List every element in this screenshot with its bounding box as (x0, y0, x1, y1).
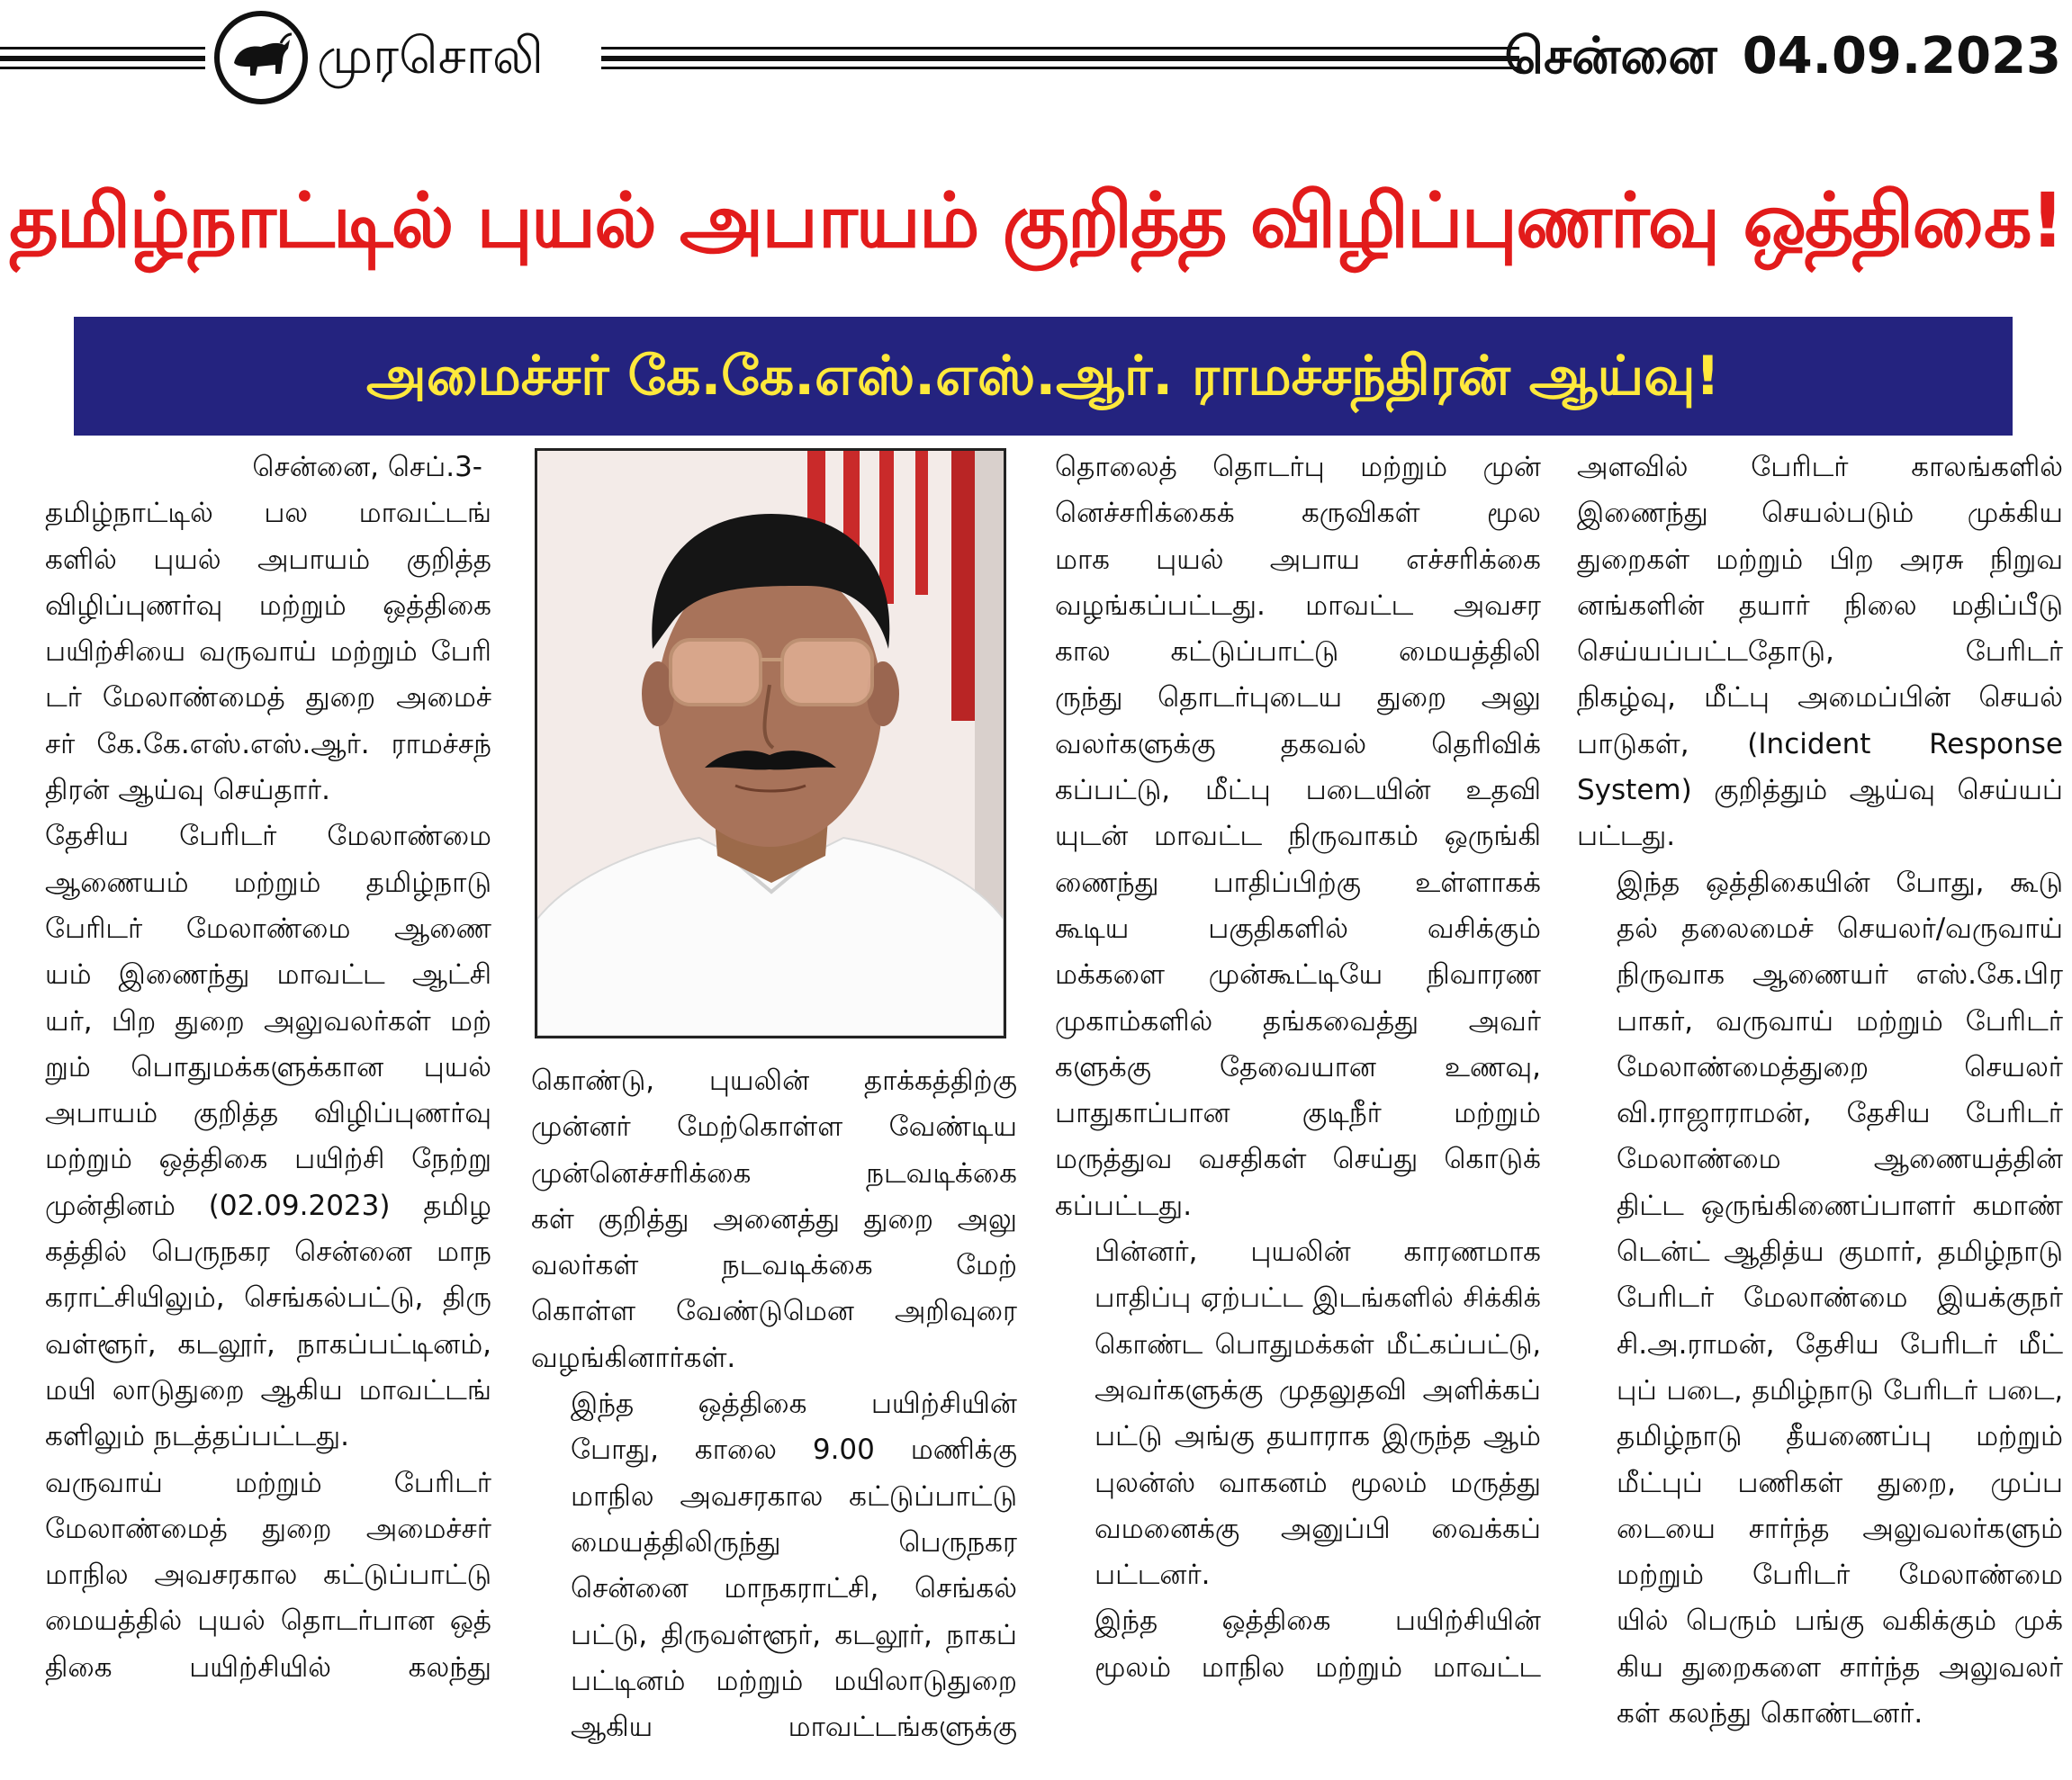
text-line: பாகர், வருவாய் மற்றும் பேரிடர் (1617, 1004, 2063, 1038)
subheadline: அமைச்சர் கே.கே.எஸ்.எஸ்.ஆர். ராமச்சந்திரன் ஆய்வு! (74, 317, 2013, 436)
headline: தமிழ்நாட்டில் புயல் அபாயம் குறித்த விழிப்புணர்வு ஒத்திகை! (9, 176, 2063, 265)
article-paragraph (5, 814, 491, 1460)
text-line: மூலம் மாநில மற்றும் மாவட்ட (1095, 1650, 1541, 1684)
masthead-rule-center-mid (601, 56, 1519, 61)
text-line: புப் படை, தமிழ்நாடு பேரிடர் படை, (1617, 1374, 2063, 1407)
text-line: சர் கே.கே.எஸ்.எஸ்.ஆர். ராமச்சந் (45, 727, 491, 760)
text-line: கிய துறைகளை சார்ந்த அலுவலர் (1617, 1650, 2063, 1684)
article-paragraph-continued (531, 1058, 1017, 1381)
text-line: மக்களை முன்கூட்டியே நிவாரண (1055, 958, 1541, 992)
text-line: அவர்களுக்கு முதலுதவி அளிக்கப் (1095, 1373, 1541, 1407)
text-line: மேலாண்மைத்துறை செயலர் (1617, 1050, 2063, 1083)
text-line: முன்னெச்சரிக்கை நடவடிக்கை (531, 1156, 1017, 1190)
minister-photo (535, 448, 1006, 1038)
dateline-date: 04.09.2023 (1742, 27, 2061, 85)
text-line: ணைந்து பாதிப்பிற்கு உள்ளாகக் (1055, 866, 1541, 899)
text-line: முகாம்களில் தங்கவைத்து அவர் (1055, 1004, 1541, 1038)
text-line: மாநில அவசரகால கட்டுப்பாட்டு (45, 1559, 491, 1592)
text-line: ஆகிய மாவட்டங்களுக்கு (571, 1711, 1017, 1744)
text-line: தல் தலைமைச் செயலர்/வருவாய் (1617, 912, 2063, 945)
masthead-rule-center-top (601, 47, 1519, 49)
text-line: விழிப்புணர்வு மற்றும் ஒத்திகை (45, 589, 491, 622)
text-line: செய்யப்பட்டதோடு, பேரிடர் (1577, 635, 2063, 669)
text-line: கொண்ட பொதுமக்கள் மீட்கப்பட்டு, (1095, 1328, 1541, 1361)
text-line: பின்னர், புயலின் காரணமாக (1095, 1236, 1541, 1269)
text-line: களுக்கு தேவையான உணவு, (1055, 1050, 1541, 1083)
text-line: கள் குறித்து அனைத்து துறை அலு (531, 1202, 1017, 1236)
minister-portrait-illustration (537, 451, 1004, 1036)
dateline-city: சென்னை (1504, 27, 1717, 85)
text-line: களில் புயல் அபாயம் குறித்த (45, 543, 491, 576)
text-line: துறைகள் மற்றும் பிற அரசு நிறுவ (1577, 543, 2063, 576)
text-line: System) குறித்தும் ஆய்வு செய்யப் (1577, 774, 2063, 807)
article-paragraph-continued (1577, 445, 2063, 860)
text-line: கள் கலந்து கொண்டனர். (1617, 1697, 1923, 1731)
text-line: முன்னர் மேற்கொள்ள வேண்டிய (531, 1110, 1017, 1144)
text-line: அளவில் பேரிடர் காலங்களில் (1577, 451, 2063, 483)
text-line: பட்டனர். (1095, 1559, 1211, 1592)
text-line: வழங்கினார்கள். (531, 1341, 736, 1374)
text-line: பட்டு, திருவள்ளூர், கடலூர், நாகப் (571, 1618, 1017, 1651)
article-paragraph-continued (1055, 445, 1541, 1229)
text-line: மற்றும் பேரிடர் மேலாண்மை (1617, 1559, 2063, 1592)
text-line: பாடுகள், (Incident Response (1577, 727, 2063, 760)
text-line: யர், பிற துறை அலுவலர்கள் மற் (45, 1004, 491, 1038)
masthead-rule-left-bottom (0, 67, 205, 69)
text-line: தேசிய பேரிடர் மேலாண்மை (45, 820, 491, 853)
text-line: கத்தில் பெருநகர சென்னை மாந (45, 1236, 491, 1269)
text-line: மருத்துவ வசதிகள் செய்து கொடுக் (1055, 1143, 1541, 1176)
text-line: இணைந்து செயல்படும் முக்கிய (1577, 497, 2063, 530)
text-line: கப்பட்டு, மீட்பு படையின் உதவி (1055, 774, 1541, 807)
text-line: டையை சார்ந்த அலுவலர்களும் (1617, 1512, 2063, 1545)
masthead-dateline (1505, 16, 2061, 97)
article-paragraph (531, 1381, 1017, 1750)
text-line: பயிற்சியை வருவாய் மற்றும் பேரி (45, 635, 491, 669)
text-line: கப்பட்டது. (1055, 1189, 1193, 1222)
text-line: மையத்திலிருந்து பெருநகர (571, 1525, 1017, 1559)
text-line: மாநில அவசரகால கட்டுப்பாட்டு (571, 1479, 1017, 1513)
text-line: கொண்டு, புயலின் தாக்கத்திற்கு (531, 1065, 1017, 1097)
text-line: கராட்சியிலும், செங்கல்பட்டு, திரு (45, 1281, 491, 1315)
text-line: போது, காலை 9.00 மணிக்கு (571, 1434, 1017, 1467)
text-line: நிகழ்வு, மீட்பு அமைப்பின் செயல் (1577, 681, 2063, 715)
article-paragraph (5, 490, 491, 814)
text-line: மாக புயல் அபாய எச்சரிக்கை (1055, 543, 1541, 576)
article-column-2 (531, 1058, 1017, 1750)
text-line: வலர்களுக்கு தகவல் தெரிவிக் (1055, 727, 1541, 760)
text-line: னெச்சரிக்கைக் கருவிகள் மூல (1055, 497, 1541, 530)
text-line: நிருவாக ஆணையர் எஸ்.கே.பிர (1617, 958, 2063, 992)
text-line: டென்ட் ஆதித்ய குமார், தமிழ்நாடு (1617, 1236, 2063, 1269)
text-line: வழங்கப்பட்டது. மாவட்ட அவசர (1055, 589, 1541, 622)
text-line: வருவாய் மற்றும் பேரிடர் (45, 1466, 491, 1499)
masthead-rule-center-bottom (601, 67, 1519, 69)
newspaper-name: முரசொலி (317, 27, 544, 85)
text-line: திட்ட ஒருங்கிணைப்பாளர் கமாண் (1617, 1189, 2063, 1222)
article-paragraph (1055, 1229, 1541, 1598)
bull-logo-svg (225, 22, 297, 94)
text-line: கொள்ள வேண்டுமென அறிவுரை (531, 1295, 1017, 1328)
text-line: பட்டது. (1577, 820, 1676, 853)
text-line: புலன்ஸ் வாகனம் மூலம் மருத்து (1095, 1466, 1541, 1499)
text-line: சென்னை மாநகராட்சி, செங்கல் (571, 1572, 1017, 1605)
text-line: மையத்தில் புயல் தொடர்பான ஒத் (45, 1605, 491, 1638)
masthead-rule-left-mid (0, 56, 205, 61)
text-line: மேலாண்மை ஆணையத்தின் (1617, 1143, 2063, 1176)
text-line: தமிழ்நாட்டில் பல மாவட்டங் (45, 497, 491, 530)
text-line: ருந்து தொடர்புடைய துறை அலு (1055, 681, 1541, 715)
masthead (0, 0, 2072, 126)
text-line: யில் பெரும் பங்கு வகிக்கும் முக் (1617, 1605, 2063, 1638)
text-line: சி.அ.ராமன், தேசிய பேரிடர் மீட் (1617, 1327, 2063, 1361)
text-line: பாதிப்பு ஏற்பட்ட இடங்களில் சிக்கிக் (1095, 1282, 1541, 1315)
text-line: மேலாண்மைத் துறை அமைச்சர் (45, 1512, 491, 1545)
masthead-rule-left-top (0, 47, 205, 49)
text-line: மற்றும் ஒத்திகை பயிற்சி நேற்று (45, 1143, 491, 1176)
text-line: வலர்கள் நடவடிக்கை மேற் (531, 1249, 1017, 1282)
text-line: பேரிடர் மேலாண்மை இயக்குநர் (1617, 1281, 2063, 1315)
text-line: வி.ராஜாராமன், தேசிய பேரிடர் (1617, 1097, 2063, 1130)
text-line: மயி லாடுதுறை ஆகிய மாவட்டங் (45, 1373, 491, 1407)
text-line: அபாயம் குறித்த விழிப்புணர்வு (45, 1097, 491, 1130)
bull-logo-icon (214, 11, 308, 104)
text-line: திரன் ஆய்வு செய்தார். (45, 774, 330, 807)
text-line: யுடன் மாவட்ட நிருவாகம் ஒருங்கி (1055, 820, 1541, 853)
text-line: கால கட்டுப்பாட்டு மையத்திலி (1055, 635, 1541, 669)
text-line: கூடிய பகுதிகளில் வசிக்கும் (1055, 912, 1541, 945)
text-line: றும் பொதுமக்களுக்கான புயல் (45, 1050, 491, 1083)
text-line: பேரிடர் மேலாண்மை ஆணை (45, 912, 491, 945)
article-paragraph (5, 1461, 491, 1691)
article-paragraph (1055, 1598, 1541, 1691)
article-column-3 (1055, 445, 1541, 1691)
text-line: வமனைக்கு அனுப்பி வைக்கப் (1095, 1512, 1541, 1545)
text-line: பட்டினம் மற்றும் மயிலாடுதுறை (571, 1664, 1017, 1697)
article-dateline: சென்னை, செப்.3- (252, 451, 482, 483)
text-line: ஆணையம் மற்றும் தமிழ்நாடு (45, 866, 491, 899)
text-line: டர் மேலாண்மைத் துறை அமைச் (45, 681, 491, 715)
text-line: வள்ளூர், கடலூர், நாகப்பட்டினம், (45, 1327, 491, 1361)
text-line: னங்களின் தயார் நிலை மதிப்பீடு (1577, 589, 2063, 622)
article-column-1 (5, 445, 491, 1691)
text-line: களிலும் நடத்தப்பட்டது. (45, 1420, 350, 1453)
text-line: பாதுகாப்பான குடிநீர் மற்றும் (1055, 1097, 1541, 1130)
text-line: தொலைத் தொடர்பு மற்றும் முன் (1055, 451, 1541, 483)
article-column-4 (1577, 445, 2063, 1737)
text-line: இந்த ஒத்திகையின் போது, கூடு (1617, 866, 2063, 899)
article-paragraph (1577, 860, 2063, 1738)
text-line: முன்தினம் (02.09.2023) தமிழ (45, 1189, 491, 1222)
text-line: பட்டு அங்கு தயாராக இருந்த ஆம் (1095, 1420, 1541, 1453)
text-line: இந்த ஒத்திகை பயிற்சியின் (1095, 1605, 1541, 1638)
text-line: தமிழ்நாடு தீயணைப்பு மற்றும் (1617, 1420, 2063, 1453)
text-line: மீட்புப் பணிகள் துறை, முப்ப (1617, 1466, 2063, 1499)
text-line: திகை பயிற்சியில் கலந்து (45, 1650, 491, 1684)
text-line: இந்த ஒத்திகை பயிற்சியின் (571, 1388, 1017, 1421)
text-line: யம் இணைந்து மாவட்ட ஆட்சி (45, 958, 491, 992)
